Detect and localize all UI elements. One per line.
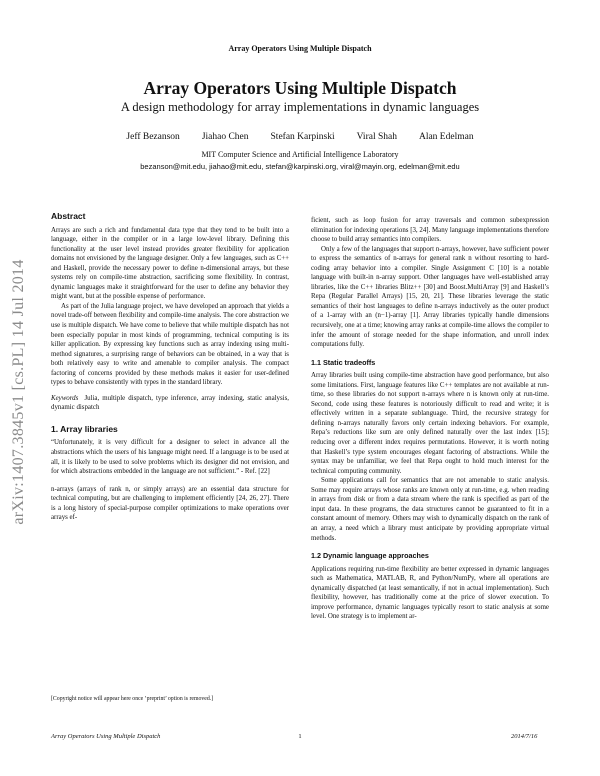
paper-title: Array Operators Using Multiple Dispatch: [143, 78, 457, 98]
keywords-text: Julia, multiple dispatch, type inference, array indexing, static analysis, dynamic dispatch: [51, 394, 289, 412]
author-name: Alan Edelman: [418, 132, 474, 142]
author-name: Viral Shah: [356, 132, 397, 142]
arxiv-stamp-text: arXiv:1407.3845v1 [cs.PL] 14 Jul 2014: [10, 259, 27, 525]
abstract-paragraph: Arrays are such a rich and fundamental data type that they tend to be built into a language, either in the compiler or in a large low-level library. Defining this functionality at the user level instead provides greater flexibility for application domains not envisioned by the language designer. Only a few languages, such as C++ and Haskell, provide the necessary power to define n-dimensional arrays, but these systems rely on compile-time abstraction, sacrificing some flexibility. In contrast, dynamic languages make it straightforward for the user to define any behavior they might want, but at the possible expense of performance.: [51, 226, 289, 301]
body-paragraph: n-arrays (arrays of rank n, or simply arrays) are an essential data structure for technical computing, but are challenging to implement efficiently [24, 26, 27]. There is a long history of special-purpose compiler optimizations to make operations over arrays ef-: [51, 485, 289, 522]
right-column: [311, 216, 549, 622]
running-head: Array Operators Using Multiple Dispatch: [228, 44, 372, 53]
section-heading: 1. Array libraries: [51, 423, 118, 434]
author-emails: bezanson@mit.edu, jiahao@mit.edu, stefan@karpinski.org, viral@mayin.org, edelman@mit.edu: [140, 162, 460, 171]
body-paragraph: Only a few of the languages that support n-arrays, however, have sufficient power to express the semantics of n-arrays for general rank n without resorting to hard-coding array behavior into a compiler. Single Assignment C [10] is a notable language with built-in n-array support. Other languages have well-established array libraries, like the C++ libraries Blitz++ [30] and Boost.MultiArray [9] and Haskell’s Repa (Regular Parallel Arrays) [15, 20, 21]. These libraries leverage the static semantics of their host languages to define n-arrays inductively as the outer product of a 1-array with an (n−1)-array [1]. Array libraries typically handle dimensions recursively, one at a time; knowing array ranks at compile-time allows the compiler to infer the amount of storage needed for the shape information, and unroll index computations fully.: [311, 245, 549, 349]
page-number: 1: [298, 733, 302, 740]
author-list: [0, 132, 600, 142]
footer-title: Array Operators Using Multiple Dispatch: [51, 733, 161, 740]
body-paragraph: ficient, such as loop fusion for array traversals and common subexpression elimination for indexing operations [3, 24]. Many language implementations therefore choose to build array semantics into compilers.: [311, 217, 549, 244]
paper-subtitle: A design methodology for array implementations in dynamic languages: [120, 100, 480, 114]
footer-date: 2014/7/16: [511, 733, 538, 740]
author-name: Stefan Karpinski: [270, 132, 335, 142]
epigraph-quote: “Unfortunately, it is very difficult for a designer to select in advance all the abstractions which the users of his language might need. If a language is to be used at all, it is likely to be used to solve problems which its designer did not envision, and for which abstractions embedded in the language are not sufficient.” - Ref. [22]: [51, 439, 289, 476]
body-paragraph: Applications requiring run-time flexibility are better expressed in dynamic languages such as Mathematica, MATLAB, R, and Python/NumPy, where all operations are dynamically dispatched (at least semantically, if not in actual implementation). Such flexibility, however, has traditionally come at the price of slower execution. To improve performance, dynamic languages typically resort to static analysis at some level. One strategy is to implement ar-: [311, 565, 549, 621]
body-paragraph: Some applications call for semantics that are not amenable to static analysis. Some may require arrays whose ranks are known only at run-time, e.g. when reading in arrays from disk or from a data stream where the rank is specified as part of the input data. In these programs, the data structures cannot be guaranteed to fit in a constant amount of memory. Others may wish to dynamically dispatch on the rank of an array, a need which a library must anticipate by providing appropriate virtual methods.: [311, 477, 549, 542]
abstract-paragraph: As part of the Julia language project, we have developed an approach that yields a novel trade-off between flexibility and compile-time analysis. The core abstraction we use is multiple dispatch. We have come to believe that while multiple dispatch has not been especially popular in most kinds of programming, technical computing is its killer application. By expressing key functions such as array indexing using multi-method signatures, a surprising range of behaviors can be obtained, in a way that is both relatively easy to write and amenable to compiler analysis. The compact factoring of concerns provided by these methods makes it easier for user-defined types to behave consistently with types in the standard library.: [51, 302, 289, 387]
keywords-label: Keywords: [51, 394, 79, 402]
keywords: [51, 394, 289, 413]
affiliation: MIT Computer Science and Artificial Intelligence Laboratory: [201, 150, 399, 159]
author-name: Jeff Bezanson: [126, 132, 180, 142]
left-column: [51, 212, 289, 523]
subsection-heading: 1.2 Dynamic language approaches: [311, 551, 429, 561]
subsection-heading: 1.1 Static tradeoffs: [311, 357, 376, 367]
copyright-notice: [Copyright notice will appear here once ’preprint’ option is removed.]: [51, 696, 214, 702]
body-paragraph: Array libraries built using compile-time abstraction have good performance, but also some limitations. First, language features like C++ templates are not available at run-time, so these libraries do not support n-arrays where n is known only at run-time. Second, code using these features is notoriously difficult to read and write; it is effectively written in a separate sublanguage. Third, the recursive strategy for defining n-arrays naturally favors only certain indexing behaviors. For example, Repa’s reductions like sum are only defined naturally over the last index [15]; reducing over a different index requires permutations. However, it is worth noting that Haskell’s type system encourages elegant factoring of abstractions. While the syntax may be unfamiliar, we feel that Repa ought to hold much interest for the technical computing community.: [311, 372, 549, 475]
author-name: Jiahao Chen: [201, 132, 249, 142]
arxiv-stamp: [4, 212, 34, 572]
abstract-heading: Abstract: [51, 211, 86, 221]
